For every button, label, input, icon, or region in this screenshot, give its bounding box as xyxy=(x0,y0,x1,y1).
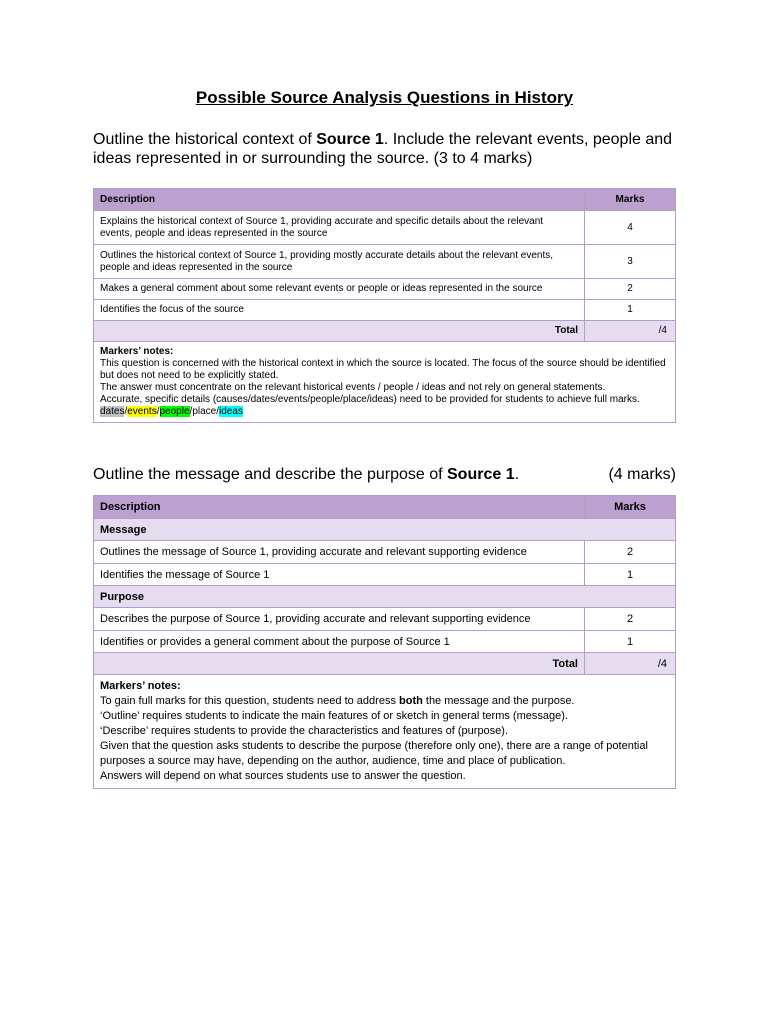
table-row: Describes the purpose of Source 1, providing accurate and relevant supporting evidence 2 xyxy=(94,608,676,631)
table-row: Makes a general comment about some relevant events or people or ideas represented in the source 2 xyxy=(94,279,676,300)
total-row: Total /4 xyxy=(94,321,676,342)
col-description: Description xyxy=(94,189,585,211)
markers-notes: Markers’ notes: To gain full marks for this question, students need to address both the message and the purpose. ‘Outline’ requires students to indicate the main features of or sketch in general terms (message). ‘Describe’ requires students to provide the characteristics and features of (purpose). Given that the question asks students to describe the purpose (therefore only one), there are a range of potential purposes a source may have, depending on the author, audience, time and place of publication. Answers will depend on what sources students use to answer the question. xyxy=(94,675,676,789)
page-title: Possible Source Analysis Questions in History xyxy=(195,88,574,107)
col-marks: Marks xyxy=(585,189,676,211)
table-row: Explains the historical context of Source 1, providing accurate and specific details about the relevant events, people and ideas represented in the source 4 xyxy=(94,211,676,245)
marking-table-1 xyxy=(93,188,676,423)
source-ref: Source 1 xyxy=(316,131,384,148)
question-2: Outline the message and describe the purpose of Source 1. (4 marks) xyxy=(93,466,676,483)
col-marks: Marks xyxy=(585,496,676,519)
marking-table-2 xyxy=(93,495,676,789)
table-row: Identifies the focus of the source 1 xyxy=(94,300,676,321)
table-row: Identifies the message of Source 1 1 xyxy=(94,564,676,586)
question-2-marks: (4 marks) xyxy=(608,466,676,483)
question-1: Outline the historical context of Source 1. Include the relevant events, people and ideas represented in or surrounding the source. (3 to 4 marks) xyxy=(93,131,673,167)
total-row: Total /4 xyxy=(94,653,676,675)
source-ref: Source 1 xyxy=(447,466,515,483)
section-purpose: Purpose xyxy=(94,586,676,608)
table-row: Outlines the historical context of Source 1, providing mostly accurate details about the relevant events, people and ideas represented in the source 3 xyxy=(94,245,676,279)
markers-notes: Markers’ notes: This question is concerned with the historical context in which the source is located. The focus of the source should be identified but does not need to be explicitly stated. The answer must concentrate on the relevant historical events / people / ideas and not rely on general statements. Accurate, specific details (causes/dates/events/people/place/ideas) need to be provided for students to achieve full marks. dates/events/people/place/ideas xyxy=(94,342,676,423)
table-row: Identifies or provides a general comment about the purpose of Source 1 1 xyxy=(94,631,676,653)
table-row: Outlines the message of Source 1, providing accurate and relevant supporting evidence 2 xyxy=(94,541,676,564)
col-description: Description xyxy=(94,496,585,519)
section-message: Message xyxy=(94,519,676,541)
keyword-highlights: dates/events/people/place/ideas xyxy=(100,406,243,417)
